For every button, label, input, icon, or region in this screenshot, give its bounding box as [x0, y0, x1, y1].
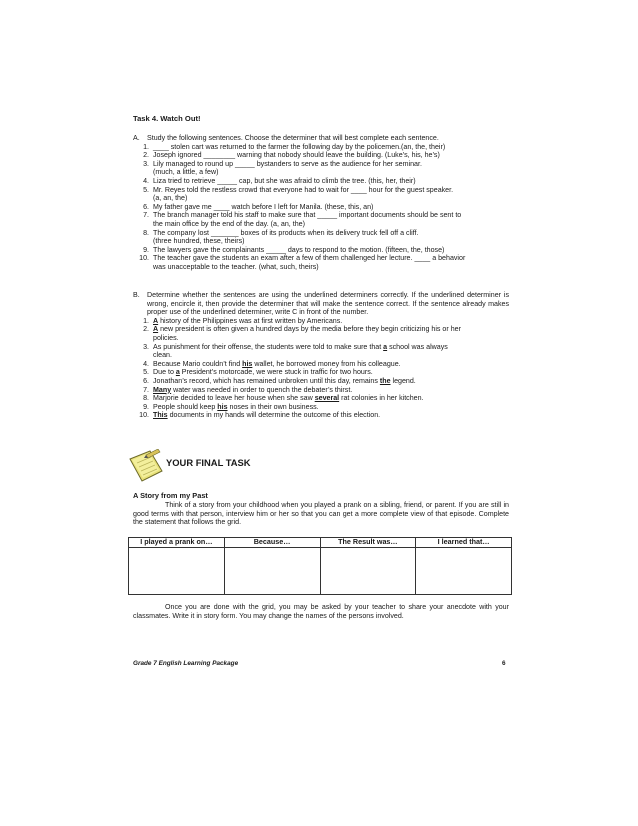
item-number: 9.	[143, 402, 149, 411]
grid-header: Because…	[224, 538, 320, 548]
list-item	[133, 177, 509, 186]
section-b-list	[133, 317, 509, 420]
item-text: Due to	[153, 368, 176, 377]
underlined-determiner: Many	[153, 385, 172, 394]
list-item	[133, 186, 509, 195]
section-a	[133, 134, 509, 272]
item-text: ____ stolen cart was returned to the farmer the following day by the policemen.(an, the, their)	[153, 142, 446, 151]
item-text: The lawyers gave the complainants _____ days to respond to the motion. (fifteen, the, those)	[153, 245, 445, 254]
list-item	[133, 168, 509, 177]
item-text: Liza tried to retrieve _____ cap, but she was afraid to climb the tree. (this, her, their)	[153, 176, 416, 185]
item-text: As punishment for their offense, the students were told to make sure that	[153, 342, 384, 351]
underlined-determiner: a	[383, 342, 388, 351]
item-number	[133, 334, 153, 343]
list-item	[133, 263, 509, 272]
list-item	[133, 254, 509, 263]
item-number: 3.	[143, 342, 149, 351]
notepad-pencil-icon	[128, 449, 164, 483]
item-number: 4.	[143, 176, 149, 185]
list-item	[133, 325, 509, 334]
item-text: (much, a little, a few)	[153, 168, 219, 177]
item-text: wallet, he borrowed money from his colleague.	[252, 359, 401, 368]
grid-header: I played a prank on…	[129, 538, 225, 548]
grid-header: I learned that…	[416, 538, 512, 548]
item-number: 8.	[143, 228, 149, 237]
item-number	[133, 237, 153, 246]
item-text: (a, an, the)	[153, 194, 188, 203]
grid-cell	[224, 548, 320, 595]
item-text: Because Mario couldn’t find	[153, 359, 243, 368]
item-text: legend.	[390, 376, 416, 385]
item-text: The company lost _______ boxes of its products when its delivery truck fell off a cliff.	[153, 228, 419, 237]
item-number: 7.	[143, 211, 149, 220]
section-a-instruction: Study the following sentences. Choose the determiner that will best complete each sentence.	[147, 134, 439, 142]
item-text: water was needed in order to quench the debater’s thirst.	[171, 385, 353, 394]
list-item	[133, 237, 509, 246]
item-text: noses in their own business.	[227, 402, 319, 411]
list-item	[133, 151, 509, 160]
story-instructions: Think of a story from your childhood when you played a prank on a sibling, friend, or parent. If you are still in good terms with that person, interview him or her so that you can get a more complete view of that episode. Complete the statement that follows the grid.	[133, 501, 509, 527]
item-number: 2.	[143, 151, 149, 160]
grid-cell	[320, 548, 416, 595]
underlined-determiner: his	[242, 359, 253, 368]
task-title: Task 4. Watch Out!	[133, 114, 201, 123]
item-number: 8.	[143, 394, 149, 403]
page-number: 6	[502, 660, 506, 667]
list-item	[133, 386, 509, 395]
item-number: 1.	[143, 142, 149, 151]
list-item	[133, 411, 509, 420]
section-a-letter: A.	[133, 134, 140, 142]
section-b	[133, 291, 509, 420]
item-number: 6.	[143, 376, 149, 385]
item-text: (three hundred, these, theirs)	[153, 237, 245, 246]
item-text: Lily managed to round up _____ bystanders to serve as the audience for her seminar.	[153, 159, 422, 168]
item-text: President’s motorcade, we were stuck in traffic for two hours.	[179, 368, 373, 377]
list-item	[133, 194, 509, 203]
section-a-list	[133, 143, 509, 272]
item-number	[133, 194, 153, 203]
list-item	[133, 343, 509, 352]
list-item	[133, 203, 509, 212]
item-text: was unacceptable to the teacher. (what, such, theirs)	[153, 262, 319, 271]
list-item	[133, 229, 509, 238]
item-text: Jonathan’s record, which has remained unbroken until this day, remains	[153, 376, 380, 385]
item-number: 1.	[143, 316, 149, 325]
item-text: new president is often given a hundred days by the media before they begin criticizing his or her	[158, 325, 461, 334]
story-title: A Story from my Past	[133, 491, 208, 500]
list-item	[133, 160, 509, 169]
item-text: clean.	[153, 351, 172, 360]
item-text: school was always	[387, 342, 448, 351]
final-task-title: YOUR FINAL TASK	[166, 457, 251, 468]
item-text: the main office by the end of the day. (a, an, the)	[153, 219, 305, 228]
item-number: 3.	[143, 159, 149, 168]
item-number: 9.	[143, 245, 149, 254]
item-text: policies.	[153, 333, 179, 342]
underlined-determiner: his	[217, 402, 228, 411]
item-number	[133, 220, 153, 229]
prank-grid	[128, 537, 512, 595]
list-item	[133, 351, 509, 360]
item-text: Marjorie decided to leave her house when she saw	[153, 394, 315, 403]
list-item	[133, 360, 509, 369]
section-b-instruction: Determine whether the sentences are using the underlined determiners correctly. If the underlined determiner is wrong, encircle it, then provide the determiner that will make the sentence correct. If the sentence already makes proper use of the underlined determiner, write C in front of the number.	[147, 291, 509, 317]
item-number	[133, 351, 153, 360]
item-text: history of the Philippines was at first written by Americans.	[158, 316, 343, 325]
list-item	[133, 143, 509, 152]
item-text: documents in my hands will determine the outcome of this election.	[167, 411, 381, 420]
underlined-determiner: A	[153, 316, 159, 325]
closing-paragraph: Once you are done with the grid, you may be asked by your teacher to share your anecdote with your classmates. Write it in story form. You may change the names of the persons involved.	[133, 603, 509, 620]
item-text: Joseph ignored ________ warning that nobody should leave the building. (Luke’s, his, he’s)	[153, 151, 440, 160]
footer-title: Grade 7 English Learning Package	[133, 660, 239, 667]
list-item	[133, 394, 509, 403]
list-item	[133, 220, 509, 229]
item-number: 5.	[143, 368, 149, 377]
item-number: 10.	[139, 254, 149, 263]
item-number	[133, 263, 153, 272]
grid-header: The Result was…	[320, 538, 416, 548]
item-text: People should keep	[153, 402, 218, 411]
section-b-letter: B.	[133, 291, 140, 299]
item-number: 2.	[143, 325, 149, 334]
item-number: 10.	[139, 411, 149, 420]
item-text: My father gave me ____ watch before I left for Manila. (these, this, an)	[153, 202, 374, 211]
final-task-header	[128, 449, 328, 489]
item-number: 6.	[143, 202, 149, 211]
underlined-determiner: a	[175, 368, 180, 377]
list-item	[133, 317, 509, 326]
list-item	[133, 211, 509, 220]
item-number: 5.	[143, 185, 149, 194]
item-number	[133, 168, 153, 177]
item-text: rat colonies in her kitchen.	[339, 394, 424, 403]
list-item	[133, 368, 509, 377]
list-item	[133, 377, 509, 386]
list-item	[133, 334, 509, 343]
underlined-determiner: A	[153, 325, 159, 334]
underlined-determiner: several	[314, 394, 340, 403]
item-text: Mr. Reyes told the restless crowd that everyone had to wait for ____ hour for the guest speaker.	[153, 185, 454, 194]
item-text: The branch manager told his staff to make sure that _____ important documents should be sent to	[153, 211, 462, 220]
underlined-determiner: the	[379, 376, 391, 385]
grid-cell	[129, 548, 225, 595]
item-number: 7.	[143, 385, 149, 394]
underlined-determiner: This	[153, 411, 168, 420]
list-item	[133, 246, 509, 255]
item-number: 4.	[143, 359, 149, 368]
grid-cell	[416, 548, 512, 595]
item-text: The teacher gave the students an exam after a few of them challenged her lecture. ____ a behavior	[153, 254, 466, 263]
list-item	[133, 403, 509, 412]
